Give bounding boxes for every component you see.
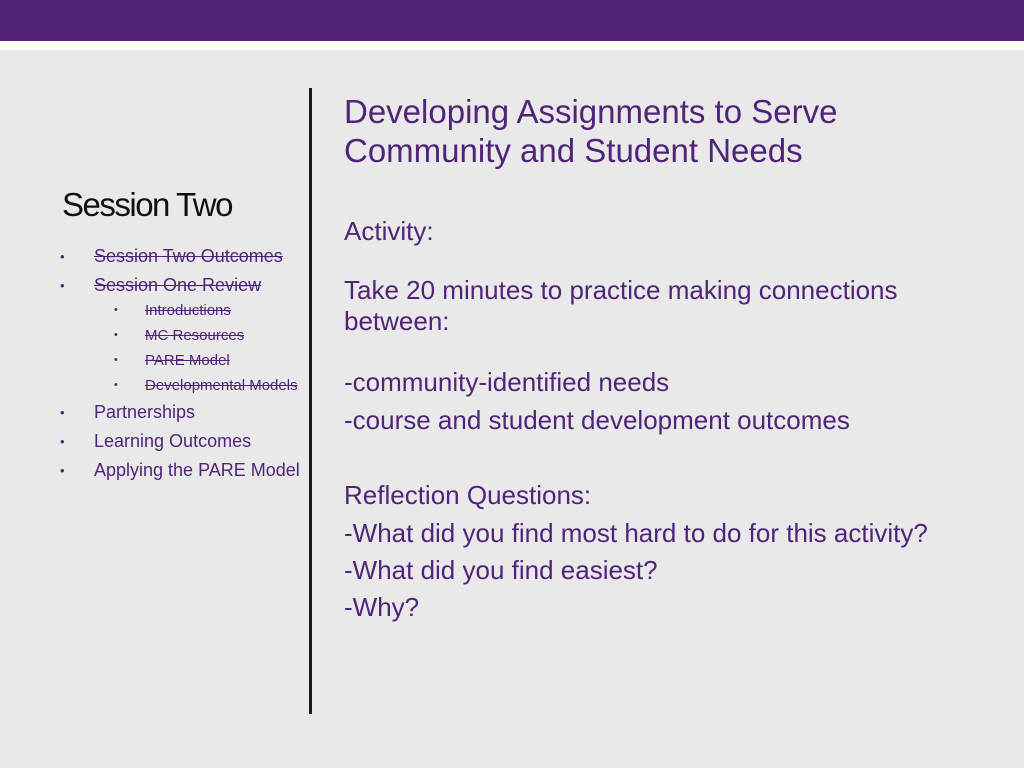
outline-item-label: Learning Outcomes [94,431,252,451]
activity-instruction: Take 20 minutes to practice making connections between: [344,275,898,336]
slide-title: Developing Assignments to Serve Community and Student Needs [344,93,838,169]
outline-subitem-introductions [60,301,300,320]
outline-subitem-label: Developmental Models [145,377,298,394]
need-item: -course and student development outcomes [344,405,850,435]
bullet-icon: • [114,379,118,391]
outline-item-label: Session Two Outcomes [94,246,283,266]
activity-label: Activity: [344,216,434,246]
header-bar [0,0,1024,41]
outline-subitem-label: MC Resources [145,327,245,344]
bullet-icon: • [114,329,118,341]
outline-item-label: Applying the PARE Model [94,460,300,480]
session-one-review-sublist [94,301,300,395]
slide-body [344,216,984,623]
outline-item-learning-outcomes [60,430,300,453]
outline-subitem-label: PARE Model [145,352,230,369]
reflection-question: -Why? [344,592,420,622]
bullet-icon: • [60,249,65,264]
outline-item-label: Session One Review [94,275,262,295]
header-gap [0,41,1024,50]
outline-subitem-mc-resources [60,326,300,345]
vertical-divider [309,88,312,714]
session-outline [60,245,300,488]
outline-item-applying-pare-model [60,459,300,482]
outline-item-session-one-review [60,274,300,395]
bullet-icon: • [60,434,65,449]
outline-subitem-pare-model [60,351,300,370]
reflection-question: -What did you find most hard to do for this activity? [344,518,928,548]
outline-subitem-label: Introductions [145,302,231,319]
reflection-label: Reflection Questions: [344,480,592,510]
bullet-icon: • [60,463,65,478]
outline-subitem-developmental-models [60,376,300,395]
need-item: -community-identified needs [344,367,670,397]
bullet-icon: • [60,405,65,420]
outline-item-partnerships [60,401,300,424]
bullet-icon: • [114,304,118,316]
section-title: Session Two [62,186,232,223]
outline-item-session-two-outcomes [60,245,300,268]
outline-item-label: Partnerships [94,402,196,422]
bullet-icon: • [60,278,65,293]
bullet-icon: • [114,354,118,366]
reflection-question: -What did you find easiest? [344,555,658,585]
